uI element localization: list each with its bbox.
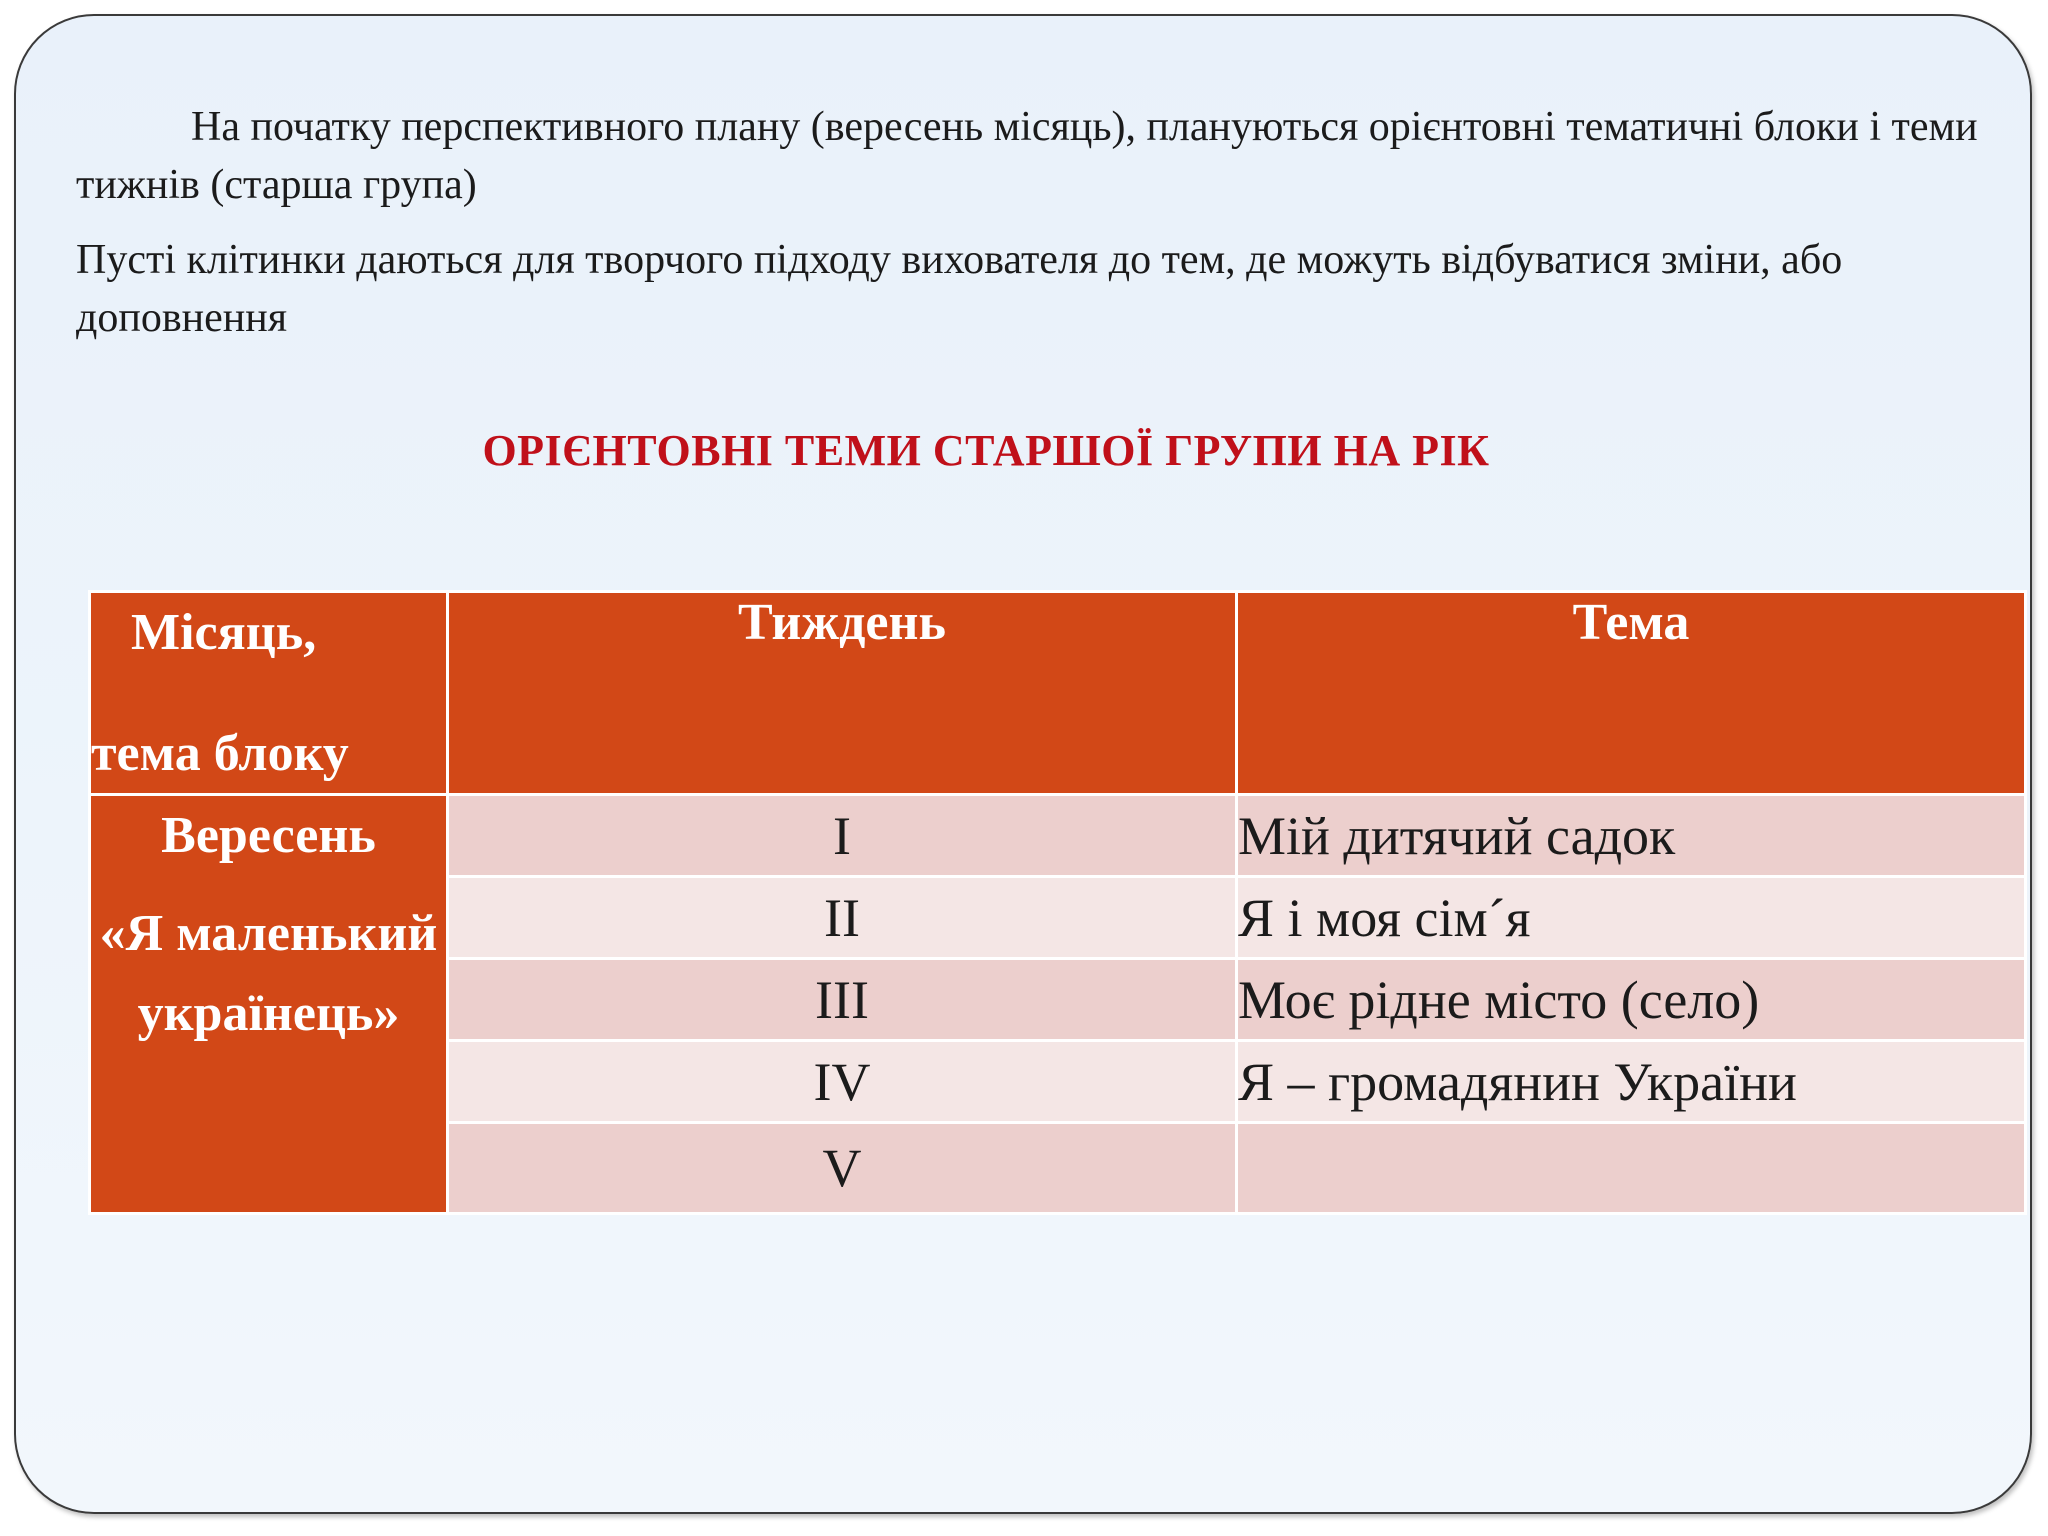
theme-cell-empty: [1237, 1123, 2026, 1214]
week-cell: III: [448, 959, 1237, 1041]
themes-table: [88, 590, 2027, 1215]
theme-cell: Я – громадянин України: [1237, 1041, 2026, 1123]
block-theme: «Я маленький українець»: [99, 905, 438, 1042]
table-row: [90, 795, 2026, 877]
week-cell: I: [448, 795, 1237, 877]
header-month: [90, 592, 448, 795]
month-cell: [90, 795, 448, 1214]
note-paragraph: Пусті клітинки даються для творчого підходу вихователя до тем, де можуть відбуватися зміни, або доповнення: [76, 237, 1843, 341]
header-month-line2: тема блоку: [91, 725, 349, 782]
week-cell: II: [448, 877, 1237, 959]
header-theme: Тема: [1237, 592, 2026, 795]
slide: [14, 14, 2032, 1514]
theme-cell: Моє рідне місто (село): [1237, 959, 2026, 1041]
header-week: Тиждень: [448, 592, 1237, 795]
table-header-row: [90, 592, 2026, 795]
table-heading: ОРІЄНТОВНІ ТЕМИ СТАРШОЇ ГРУПИ НА РІК: [482, 426, 1490, 475]
theme-cell: Я і моя сім´я: [1237, 877, 2026, 959]
week-cell: IV: [448, 1041, 1237, 1123]
week-cell: V: [448, 1123, 1237, 1214]
intro-paragraph: На початку перспективного плану (вересень місяць), плануються орієнтовні тематичні блоки і теми тижнів (старша група): [76, 104, 1978, 208]
theme-cell: Мій дитячий садок: [1237, 795, 2026, 877]
header-month-line1: Місяць,: [131, 604, 317, 661]
month-name: Вересень: [161, 807, 376, 864]
